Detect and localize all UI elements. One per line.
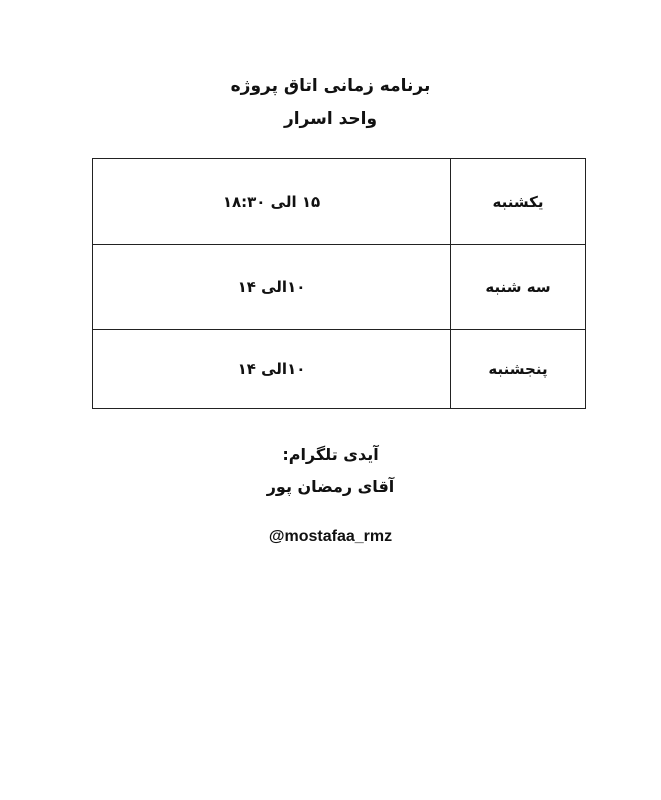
document-subtitle: واحد اسرار bbox=[283, 109, 378, 129]
telegram-id-label: آیدی تلگرام: bbox=[282, 445, 379, 464]
contact-name: آقای رمضان پور bbox=[266, 477, 395, 496]
table-row bbox=[93, 159, 586, 245]
day-cell: یکشنبه bbox=[451, 159, 586, 245]
day-cell: سه شنبه bbox=[451, 245, 586, 330]
time-cell: ۱۰الی ۱۴ bbox=[93, 245, 451, 330]
time-cell: ۱۰الی ۱۴ bbox=[93, 330, 451, 409]
telegram-handle: @mostafaa_rmz bbox=[268, 528, 393, 545]
time-cell: ۱۵ الی ۱۸:۳۰ bbox=[93, 159, 451, 245]
document-title: برنامه زمانی اتاق پروژه bbox=[230, 76, 431, 96]
schedule-table bbox=[92, 158, 586, 409]
table-row bbox=[93, 330, 586, 409]
day-cell: پنجشنبه bbox=[451, 330, 586, 409]
table-row bbox=[93, 245, 586, 330]
